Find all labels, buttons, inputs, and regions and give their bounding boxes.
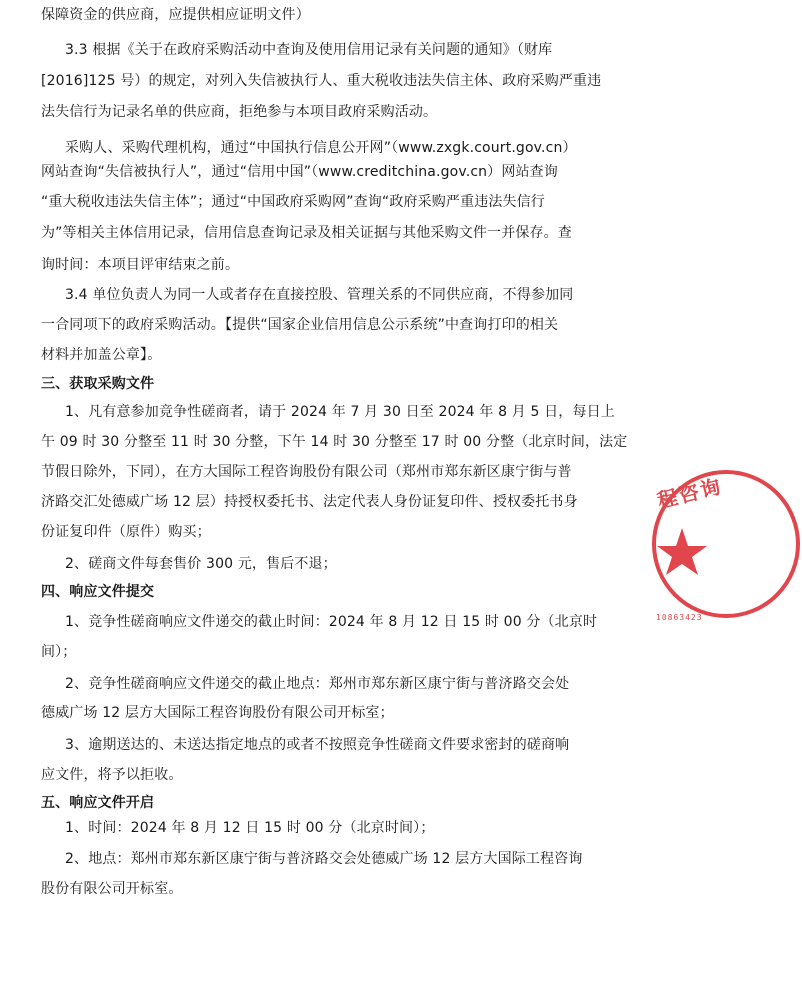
text-line: 济路交汇处德威广场 12 层）持授权委托书、法定代表人身份证复印件、授权委托书身: [41, 494, 578, 510]
text-line: 1、凡有意参加竞争性磋商者，请于 2024 年 7 月 30 日至 2024 年 8 月 5 日，每日上: [65, 404, 615, 420]
text-line: 一合同项下的政府采购活动。【提供“国家企业信用信息公示系统”中查询打印的相关: [41, 317, 559, 333]
company-seal: [652, 468, 802, 628]
star-icon: [657, 528, 707, 575]
text-line: 3.4 单位负责人为同一人或者存在直接控股、管理关系的不同供应商，不得参加同: [65, 287, 574, 303]
text-line: 3.3 根据《关于在政府采购活动中查询及使用信用记录有关问题的通知》（财库: [65, 42, 553, 58]
section-heading: 五、响应文件开启: [41, 795, 155, 811]
text-line: 德威广场 12 层方大国际工程咨询股份有限公司开标室；: [41, 705, 394, 721]
text-line: 1、竞争性磋商响应文件递交的截止时间：2024 年 8 月 12 日 15 时 00 分（北京时: [65, 614, 598, 630]
text-line: 为”等相关主体信用记录，信用信息查询记录及相关证据与其他采购文件一并保存。查: [41, 225, 572, 241]
section-heading: 三、获取采购文件: [41, 376, 155, 392]
text-line: 间）；: [41, 644, 77, 660]
text-line: 应文件，将予以拒收。: [41, 767, 183, 783]
seal-arc-text: 程咨询: [654, 473, 725, 514]
text-line: 份证复印件（原件）购买；: [41, 524, 211, 540]
text-line: 2、地点：郑州市郑东新区康宁街与普济路交会处德威广场 12 层方大国际工程咨询: [65, 851, 583, 867]
text-line: 2、磋商文件每套售价 300 元，售后不退；: [65, 556, 337, 572]
text-line: 2、竞争性磋商响应文件递交的截止地点：郑州市郑东新区康宁街与普济路交会处: [65, 676, 570, 692]
text-line: 股份有限公司开标室。: [41, 881, 183, 897]
text-line: 材料并加盖公章】。: [41, 347, 162, 363]
text-line: 询时间：本项目评审结束之前。: [41, 257, 240, 273]
section-heading: 四、响应文件提交: [41, 584, 155, 600]
text-line: 3、逾期送达的、未送达指定地点的或者不按照竞争性磋商文件要求密封的磋商响: [65, 737, 570, 753]
text-line: 采购人、采购代理机构，通过“中国执行信息公开网”（www.zxgk.court.gov.cn）: [65, 140, 577, 156]
text-line: 法失信行为记录名单的供应商，拒绝参与本项目政府采购活动。: [41, 104, 438, 120]
text-line: 保障资金的供应商，应提供相应证明文件）: [41, 7, 310, 23]
text-line: [2016]125 号）的规定，对列入失信被执行人、重大税收违法失信主体、政府采购严重违: [41, 73, 602, 89]
text-line: 1、时间：2024 年 8 月 12 日 15 时 00 分（北京时间）；: [65, 820, 435, 836]
text-line: 网站查询“失信被执行人”，通过“信用中国”（www.creditchina.gov.cn）网站查询: [41, 164, 558, 180]
text-line: “重大税收违法失信主体”；通过“中国政府采购网”查询“政府采购严重违法失信行: [41, 194, 545, 210]
text-line: 节假日除外，下同），在方大国际工程咨询股份有限公司（郑州市郑东新区康宁街与普: [41, 464, 572, 480]
text-line: 午 09 时 30 分整至 11 时 30 分整，下午 14 时 30 分整至 17 时 00 分整（北京时间，法定: [41, 434, 628, 450]
seal-number: 10863423: [656, 613, 703, 622]
